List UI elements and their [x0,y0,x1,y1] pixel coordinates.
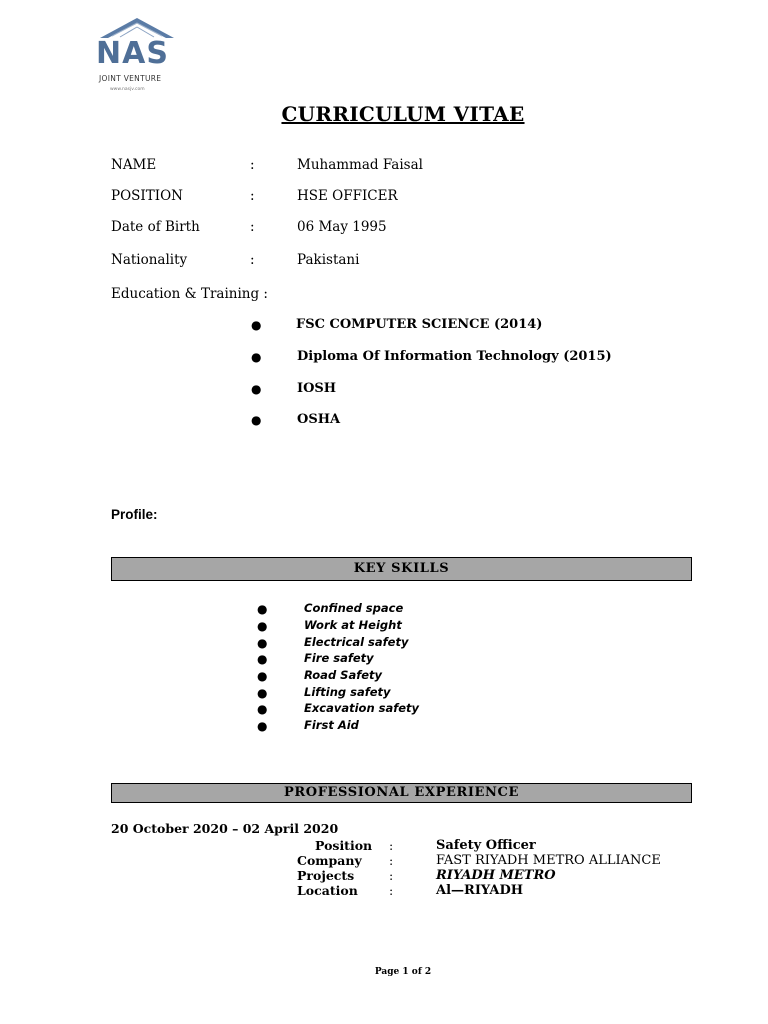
bullet-icon: ● [251,350,262,364]
name-separator: : [250,157,255,173]
experience-period: 20 October 2020 – 02 April 2020 [111,821,339,836]
experience-separator: : [389,868,394,883]
skill-item: Electrical safety [304,635,409,649]
nationality-value: Pakistani [297,252,360,268]
experience-company-value: FAST RIYADH METRO ALLIANCE [436,853,661,868]
skill-item: Work at Height [304,618,402,632]
dob-label: Date of Birth [111,219,200,235]
skill-item: Road Safety [304,668,383,682]
logo-brand: NAS [96,36,169,71]
skill-item: Fire safety [304,651,374,665]
position-separator: : [250,188,255,204]
education-item: OSHA [297,412,341,427]
name-value: Muhammad Faisal [297,157,423,173]
experience-position-label: Position [315,838,373,853]
nationality-label: Nationality [111,252,188,268]
experience-projects-value: RIYADH METRO [436,868,556,883]
dob-value: 06 May 1995 [297,219,387,235]
experience-location-value: Al—RIYADH [436,883,524,898]
education-item: IOSH [297,381,337,396]
experience-position-value: Safety Officer [436,838,536,853]
bullet-icon: ● [251,413,262,427]
bullet-icon: ● [251,318,262,332]
key-skills-heading: KEY SKILLS [111,557,692,581]
company-logo [96,16,178,98]
bullet-icon: ● [257,686,268,700]
experience-heading: PROFESSIONAL EXPERIENCE [111,783,692,803]
bullet-icon: ● [257,669,268,683]
education-label: Education & Training : [111,286,268,302]
bullet-icon: ● [257,602,268,616]
bullet-icon: ● [251,382,262,396]
name-label: NAME [111,157,157,173]
education-item: FSC COMPUTER SCIENCE (2014) [296,317,543,332]
bullet-icon: ● [257,636,268,650]
bullet-icon: ● [257,652,268,666]
skill-item: Excavation safety [304,701,420,715]
logo-subtitle: JOINT VENTURE [99,74,162,83]
position-label: POSITION [111,188,183,204]
experience-projects-label: Projects [297,868,355,883]
skill-item: First Aid [304,718,359,732]
experience-company-label: Company [297,853,362,868]
bullet-icon: ● [257,719,268,733]
profile-heading: Profile: [111,507,158,522]
logo-url: www.nasjv.com [110,87,145,92]
education-item: Diploma Of Information Technology (2015) [297,349,612,364]
skill-item: Confined space [304,601,404,615]
experience-location-label: Location [297,883,358,898]
document-title: CURRICULUM VITAE [281,102,525,126]
position-value: HSE OFFICER [297,188,398,204]
experience-separator: : [389,838,394,853]
bullet-icon: ● [257,619,268,633]
experience-separator: : [389,883,394,898]
page-number: Page 1 of 2 [374,967,432,977]
bullet-icon: ● [257,702,268,716]
dob-separator: : [250,219,255,235]
skill-item: Lifting safety [304,685,391,699]
experience-separator: : [389,853,394,868]
nationality-separator: : [250,252,255,268]
